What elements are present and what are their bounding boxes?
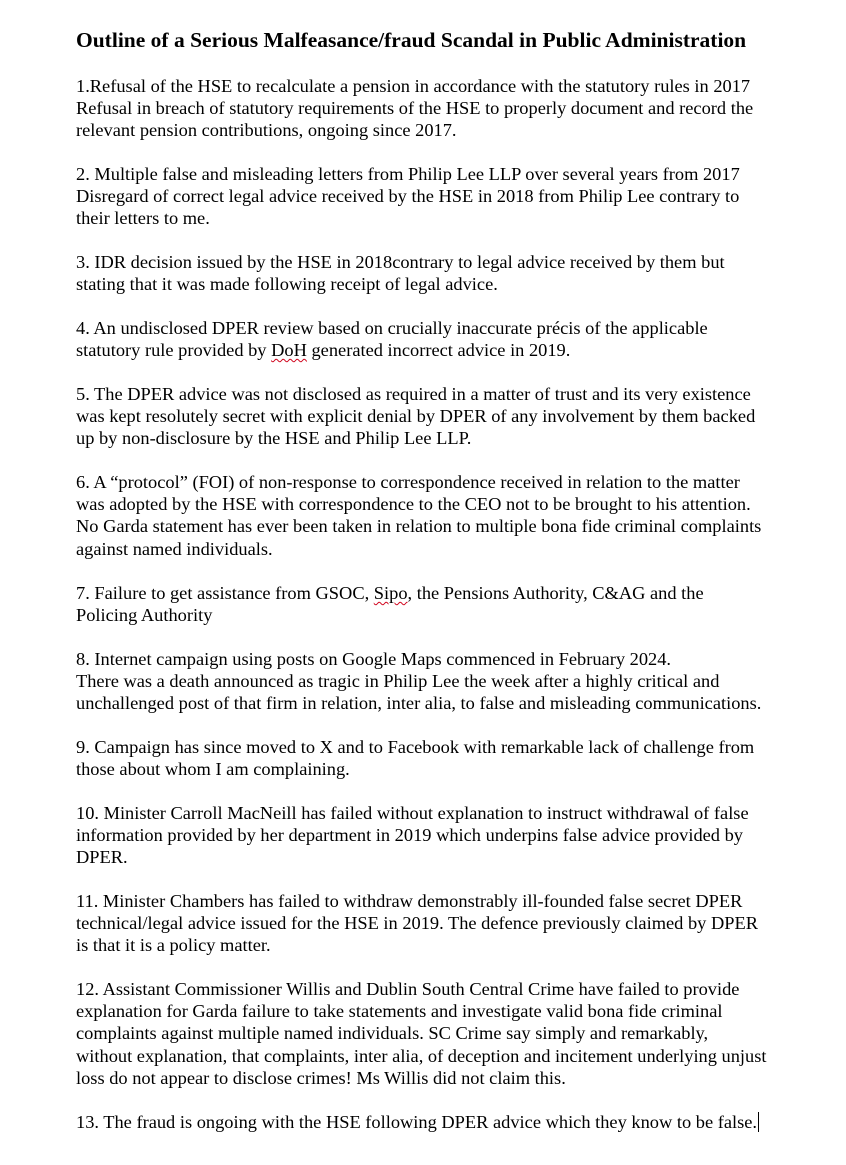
item-text-line: was adopted by the HSE with correspondence to the CEO not to be brought to his attention.	[76, 494, 751, 515]
item-text-line: is that it is a policy matter.	[76, 935, 271, 956]
item-text-line: Disregard of correct legal advice received by the HSE in 2018 from Philip Lee contrary to	[76, 186, 740, 207]
list-item	[76, 978, 846, 1089]
item-text-line: relevant pension contributions, ongoing since 2017.	[76, 120, 457, 141]
list-item	[76, 471, 846, 560]
spellcheck-marked-word[interactable]: DoH	[271, 340, 307, 361]
item-text-line: 1.Refusal of the HSE to recalculate a pension in accordance with the statutory rules in 2017	[76, 76, 751, 96]
list-item	[76, 383, 846, 450]
item-text-line: unchallenged post of that firm in relation, inter alia, to false and misleading communications.	[76, 693, 762, 714]
list-item	[76, 648, 846, 715]
item-text-line: 3. IDR decision issued by the HSE in 2018contrary to legal advice received by them but	[76, 252, 725, 272]
item-text-line: explanation for Garda failure to take statements and investigate valid bona fide criminal	[76, 1001, 723, 1022]
item-text-line: loss do not appear to disclose crimes! Ms Willis did not claim this.	[76, 1067, 566, 1088]
list-item	[76, 1111, 846, 1133]
list-item	[76, 163, 846, 230]
list-item	[76, 75, 846, 142]
item-text-line: 10. Minister Carroll MacNeill has failed without explanation to instruct withdrawal of false	[76, 803, 749, 823]
text-cursor	[758, 1112, 759, 1132]
item-text-line: without explanation, that complaints, inter alia, of deception and incitement underlying unjust	[76, 1045, 767, 1066]
list-item	[76, 251, 846, 295]
item-text-line: was kept resolutely secret with explicit denial by DPER of any involvement by them backed	[76, 406, 756, 427]
item-text-line: Policing Authority	[76, 605, 213, 626]
text-segment: statutory rule provided by	[76, 340, 272, 361]
item-text-line: There was a death announced as tragic in Philip Lee the week after a highly critical and	[76, 671, 720, 692]
text-segment: 13. The fraud is ongoing with the HSE following DPER advice which they know to be false.	[76, 1112, 758, 1132]
text-segment: , the Pensions Authority, C&AG and the	[407, 583, 704, 603]
spellcheck-marked-word[interactable]: Sipo	[373, 583, 408, 603]
item-text-line: 5. The DPER advice was not disclosed as required in a matter of trust and its very existence	[76, 384, 751, 404]
list-item	[76, 890, 846, 957]
text-segment: 7. Failure to get assistance from GSOC,	[76, 583, 374, 603]
item-text-line: 8. Internet campaign using posts on Google Maps commenced in February 2024.	[76, 649, 672, 669]
item-text-line: complaints against multiple named individuals. SC Crime say simply and remarkably,	[76, 1023, 709, 1044]
item-text-line: 11. Minister Chambers has failed to withdraw demonstrably ill-founded false secret DPER	[76, 891, 743, 911]
list-item	[76, 317, 846, 361]
item-text-line: DPER.	[76, 847, 128, 868]
item-text-line: 12. Assistant Commissioner Willis and Dublin South Central Crime have failed to provide	[76, 979, 740, 999]
text-segment: generated incorrect advice in 2019.	[306, 340, 571, 361]
item-text-line	[76, 582, 846, 604]
list-item	[76, 736, 846, 780]
list-item	[76, 582, 846, 626]
item-text-line: technical/legal advice issued for the HSE in 2019. The defence previously claimed by DPER	[76, 913, 758, 934]
item-text-line: information provided by her department in 2019 which underpins false advice provided by	[76, 825, 743, 846]
item-text-line: against named individuals.	[76, 538, 273, 559]
item-text-line: No Garda statement has ever been taken in relation to multiple bona fide criminal complaints	[76, 516, 762, 537]
item-text-line: up by non-disclosure by the HSE and Philip Lee LLP.	[76, 428, 472, 449]
item-text-line: their letters to me.	[76, 208, 210, 229]
item-text-line: Refusal in breach of statutory requirements of the HSE to properly document and record the	[76, 98, 754, 119]
document-title: Outline of a Serious Malfeasance/fraud Scandal in Public Administration	[76, 28, 747, 52]
item-text-line: 4. An undisclosed DPER review based on crucially inaccurate précis of the applicable	[76, 318, 708, 338]
item-text-line: stating that it was made following receipt of legal advice.	[76, 274, 498, 295]
item-text-line: 6. A “protocol” (FOI) of non-response to correspondence received in relation to the matter	[76, 472, 740, 492]
list-item	[76, 802, 846, 869]
item-text-line: 2. Multiple false and misleading letters from Philip Lee LLP over several years from 2017	[76, 164, 740, 184]
item-text-line	[76, 339, 846, 361]
item-text-line: 9. Campaign has since moved to X and to Facebook with remarkable lack of challenge from	[76, 737, 755, 757]
item-text-line: those about whom I am complaining.	[76, 759, 350, 780]
item-text-line	[76, 1111, 846, 1133]
